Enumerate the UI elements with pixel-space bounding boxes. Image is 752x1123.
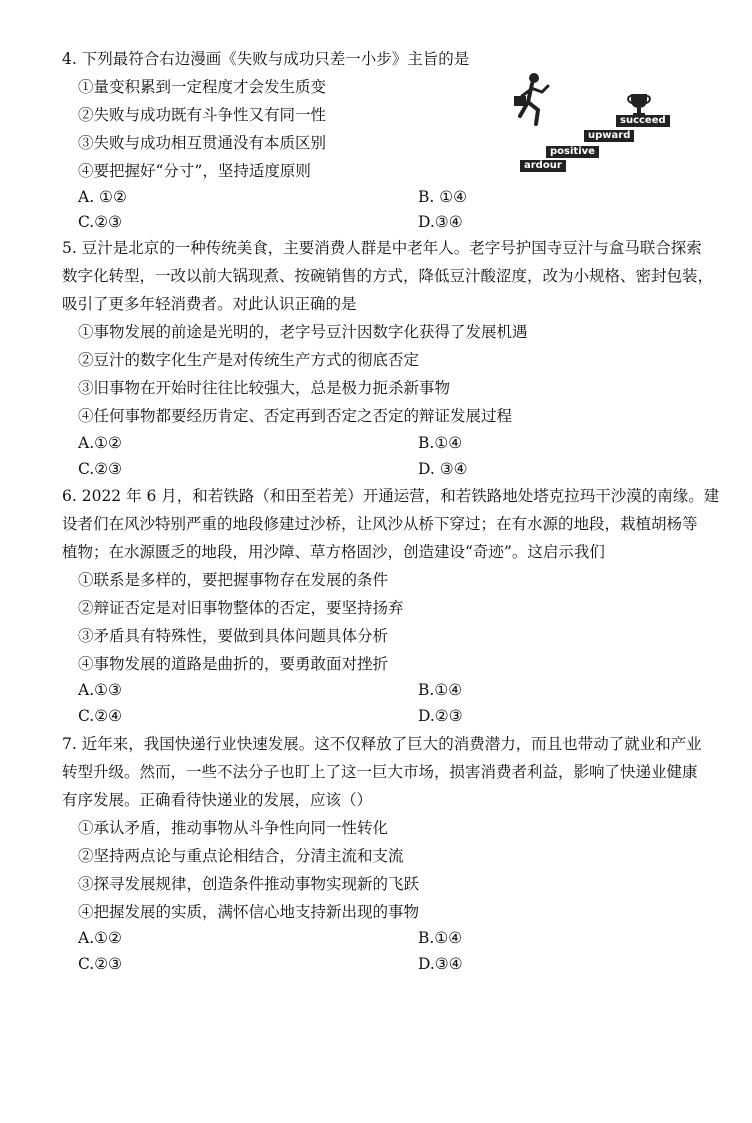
q7-option-4: ④把握发展的实质，满怀信心地支持新出现的事物 (78, 903, 420, 921)
q5-stem-line-3: 吸引了更多年轻消费者。对此认识正确的是 (62, 295, 357, 313)
cartoon-step-succeed: succeed (616, 115, 670, 127)
q5-choice-a: A.①② (78, 434, 122, 452)
cartoon-failure-success (508, 70, 668, 174)
q7-stem-line-2: 转型升级。然而，一些不法分子也盯上了这一巨大市场，损害消费者利益，影响了快递业健康 (62, 763, 698, 781)
cartoon-step-positive: positive (546, 146, 599, 158)
q6-option-4: ④事物发展的道路是曲折的，要勇敢面对挫折 (78, 655, 389, 673)
q6-stem-line-1: 6. 2022 年 6 月，和若铁路（和田至若羌）开通运营，和若铁路地处塔克拉玛干沙漠的南缘。建 (62, 487, 720, 505)
q5-stem-line-1: 5. 豆汁是北京的一种传统美食，主要消费人群是中老年人。老字号护国寺豆汁与盒马联合探索 (62, 239, 702, 257)
q7-option-1: ①承认矛盾，推动事物从斗争性向同一性转化 (78, 819, 389, 837)
q6-choice-a: A.①③ (78, 681, 122, 699)
q7-choice-b: B.①④ (418, 929, 463, 947)
q5-choice-b: B.①④ (418, 434, 463, 452)
q6-choice-c: C.②④ (78, 707, 123, 725)
q7-choice-c: C.②③ (78, 955, 123, 973)
q5-option-3: ③旧事物在开始时往往比较强大，总是极力扼杀新事物 (78, 379, 451, 397)
q7-option-2: ②坚持两点论与重点论相结合，分清主流和支流 (78, 847, 404, 865)
q4-choice-b: B. ①④ (418, 188, 468, 206)
q6-option-2: ②辩证否定是对旧事物整体的否定，要坚持扬弃 (78, 599, 404, 617)
q6-choice-d: D.②③ (418, 707, 463, 725)
q4-stem: 4. 下列最符合右边漫画《失败与成功只差一小步》主旨的是 (62, 50, 470, 68)
q4-choice-d: D.③④ (418, 213, 463, 231)
q4-choice-a: A. ①② (78, 188, 127, 206)
q5-choice-c: C.②③ (78, 460, 123, 478)
q6-stem-line-2: 设者们在风沙特别严重的地段修建过沙桥，让风沙从桥下穿过；在有水源的地段，栽植胡杨等 (62, 515, 698, 533)
q4-option-4: ④要把握好“分寸”，坚持适度原则 (78, 162, 311, 180)
q5-option-2: ②豆汁的数字化生产是对传统生产方式的彻底否定 (78, 351, 420, 369)
q7-choice-a: A.①② (78, 929, 122, 947)
q6-option-1: ①联系是多样的，要把握事物存在发展的条件 (78, 571, 389, 589)
q7-option-3: ③探寻发展规律，创造条件推动事物实现新的飞跃 (78, 875, 420, 893)
q4-option-1: ①量变积累到一定程度才会发生质变 (78, 78, 327, 96)
q7-stem-line-3: 有序发展。正确看待快递业的发展，应该（） (62, 791, 373, 809)
q4-choice-c: C.②③ (78, 213, 123, 231)
runner-icon (512, 70, 552, 130)
q7-choice-d: D.③④ (418, 955, 463, 973)
q7-stem-line-1: 7. 近年来，我国快递行业快速发展。这不仅释放了巨大的消费潜力，而且也带动了就业和产业 (62, 735, 702, 753)
q6-stem-line-3: 植物；在水源匮乏的地段，用沙障、草方格固沙，创造建设“奇迹”。这启示我们 (62, 543, 605, 561)
cartoon-step-upward: upward (584, 130, 634, 142)
q6-choice-b: B.①④ (418, 681, 463, 699)
q5-option-4: ④任何事物都要经历肯定、否定再到否定之否定的辩证发展过程 (78, 407, 513, 425)
cartoon-step-ardour: ardour (520, 160, 566, 172)
q5-option-1: ①事物发展的前途是光明的，老字号豆汁因数字化获得了发展机遇 (78, 323, 528, 341)
q6-option-3: ③矛盾具有特殊性，要做到具体问题具体分析 (78, 627, 389, 645)
q5-choice-d: D. ③④ (418, 460, 468, 478)
q5-stem-line-2: 数字化转型，一改以前大锅现煮、按碗销售的方式，降低豆汁酸涩度，改为小规格、密封包装， (62, 267, 714, 285)
q4-option-2: ②失败与成功既有斗争性又有同一性 (78, 106, 327, 124)
q4-option-3: ③失败与成功相互贯通没有本质区别 (78, 134, 327, 152)
